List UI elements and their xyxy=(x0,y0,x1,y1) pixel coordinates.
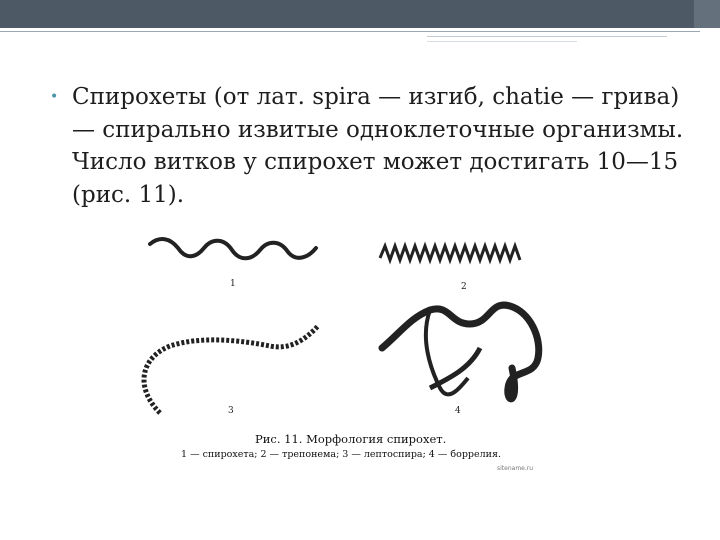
header-rule-shorter xyxy=(427,41,577,42)
bullet-icon: • xyxy=(50,89,59,105)
header-accent-block xyxy=(694,0,720,28)
figure-caption-legend: 1 — спирохета; 2 — трепонема; 3 — лептоспира; 4 — боррелия. xyxy=(181,449,501,460)
figure-label-1: 1 xyxy=(230,279,236,289)
leptospira-drawing-3 xyxy=(144,326,318,413)
header-rule xyxy=(0,31,700,32)
figure-label-3: 3 xyxy=(228,406,234,416)
figure-watermark: sitename.ru xyxy=(497,465,534,472)
figure-label-4: 4 xyxy=(455,406,461,416)
treponema-drawing-2 xyxy=(380,246,520,260)
figure-caption-title: Рис. 11. Морфология спирохет. xyxy=(255,432,447,446)
header-rule-short xyxy=(427,36,667,37)
figure-label-2: 2 xyxy=(461,282,467,292)
bullet-text: Спирохеты (от лат. spira — изгиб, chatie — грива) — спирально извитые одноклеточные организмы. Число витков у спирохет может достигать 10—15 (рис. 11). xyxy=(72,84,684,208)
spirochete-drawing-1 xyxy=(150,239,316,258)
borrelia-drawing-4-tail-2 xyxy=(430,348,480,388)
bullet-item xyxy=(50,81,690,211)
slide-header-band xyxy=(0,0,720,28)
